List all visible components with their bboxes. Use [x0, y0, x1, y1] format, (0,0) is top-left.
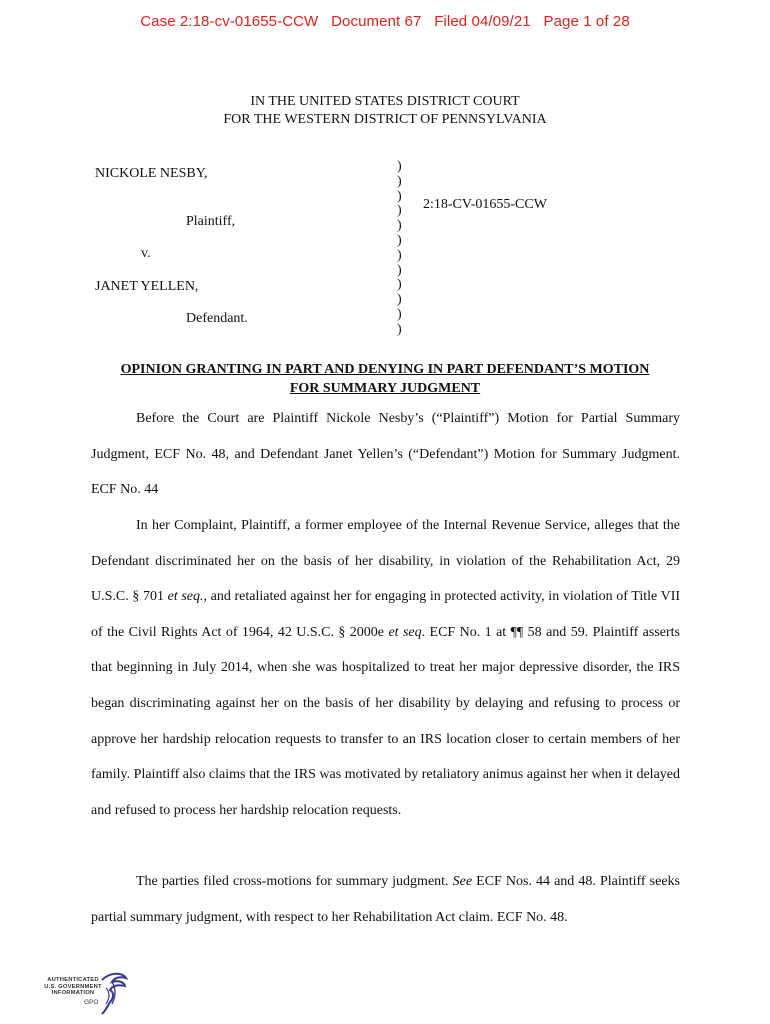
body-paragraph-1: Before the Court are Plaintiff Nickole Nesby’s (“Plaintiff”) Motion for Partial Summary Judgment, ECF No. 48, and Defendant Janet Yellen’s (“Defendant”) Motion for Summary Judgment. ECF No. 44: [91, 411, 680, 498]
gpo-eagle-icon: [92, 970, 132, 1016]
caption-parentheses: ) ) ) ) ) ) ) ) ) ) ) ): [397, 159, 402, 337]
body-paragraph-2: In her Complaint, Plaintiff, a former employee of the Internal Revenue Service, alleges that the Defendant discriminated her on the basis of her disability, in violation of the Rehabilitation Act, 29 U.S.C. § 701 et seq., and retaliated against her for engaging in protected activity, in violation of Title VII of the Civil Rights Act of 1964, 42 U.S.C. § 2000e et seq. ECF No. 1 at ¶¶ 58 and 59. Plaintiff asserts that beginning in July 2014, when she was hospitalized to treat her major depressive disorder, the IRS began discriminating against her on the basis of her disability by delaying and refusing to process or approve her hardship relocation requests to transfer to an IRS location closer to certain members of her family. Plaintiff also claims that the IRS was motivated by retaliatory animus against her when it delayed and refused to process her hardship relocation requests.: [91, 518, 681, 818]
plaintiff-name: NICKOLE NESBY,: [95, 166, 208, 181]
case-number: 2:18-CV-01655-CCW: [423, 197, 547, 212]
court-heading: [0, 93, 770, 129]
filing-stamp: Case 2:18-cv-01655-CCW Document 67 Filed 04/09/21 Page 1 of 28: [140, 13, 630, 30]
court-heading-line1: IN THE UNITED STATES DISTRICT COURT: [250, 94, 520, 109]
opinion-title-line2: FOR SUMMARY JUDGMENT: [289, 381, 481, 396]
gpo-logo-text: AUTHENTICATED U.S. GOVERNMENT INFORMATION: [44, 977, 102, 997]
court-heading-line2: FOR THE WESTERN DISTRICT OF PENNSYLVANIA: [223, 112, 547, 127]
body-paragraph-3: The parties filed cross-motions for summary judgment. See ECF Nos. 44 and 48. Plaintiff seeks partial summary judgment, with respect to her Rehabilitation Act claim. ECF No. 48.: [91, 874, 680, 925]
gpo-authentication-logo: [44, 970, 130, 1016]
opinion-title: [70, 360, 700, 398]
versus-label: v.: [141, 246, 151, 261]
opinion-title-line1: OPINION GRANTING IN PART AND DENYING IN PART DEFENDANT’S MOTION: [120, 362, 650, 377]
gpo-logo-sub: GPO: [84, 999, 99, 1006]
plaintiff-role: Plaintiff,: [186, 214, 236, 229]
defendant-name: JANET YELLEN,: [95, 279, 199, 294]
defendant-role: Defendant.: [186, 311, 248, 326]
